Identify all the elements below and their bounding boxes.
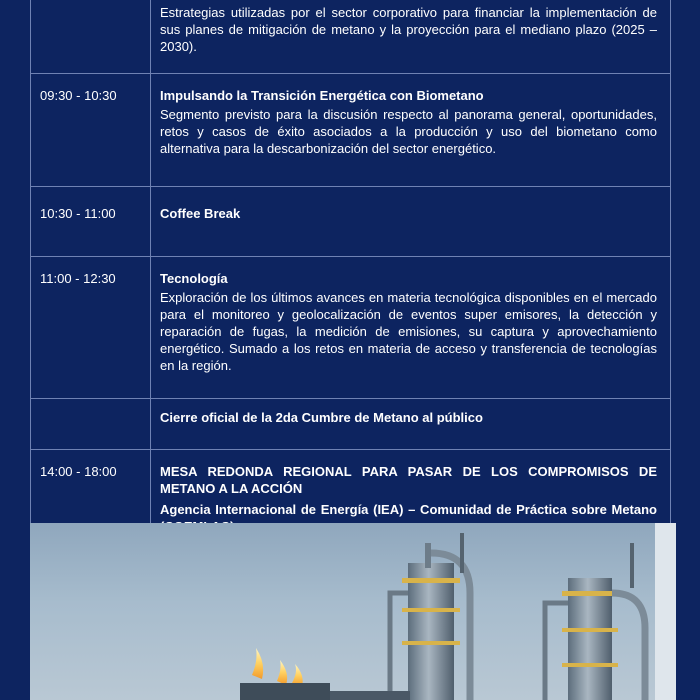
- agenda-description: [151, 257, 671, 399]
- agenda-body: Exploración de los últimos avances en materia tecnológica disponibles en el mercado para el monitoreo y geolocalización de eventos super emisores, la detección y reparación de fugas, la medición de emisiones, su captura y aprovechamiento energético. Sumado a los retos en materia de acceso y transferencia de tecnologías en la región.: [160, 290, 657, 373]
- agenda-row: [31, 399, 671, 450]
- agenda-time-empty: [31, 399, 151, 450]
- agenda-time: 09:30 - 10:30: [31, 74, 151, 187]
- agenda-body: Segmento previsto para la discusión respecto al panorama general, oportunidades, retos y casos de éxito asociados a la producción y uso del biometano como alternativa para la descarbonización del sector energético.: [160, 107, 657, 156]
- agenda-closing-title: Cierre oficial de la 2da Cumbre de Metano al público: [160, 410, 483, 425]
- agenda-description: [151, 0, 671, 74]
- refinery-photo: [30, 523, 676, 700]
- agenda-description: [151, 399, 671, 450]
- agenda-subtitle: Agencia Internacional de Energía (IEA) – Comunidad de Práctica sobre Metano: [160, 502, 657, 517]
- agenda-time: 14:00 - 18:00: [31, 450, 151, 576]
- agenda-title: Tecnología: [160, 271, 228, 286]
- agenda-row: [31, 74, 671, 187]
- agenda-table: [30, 0, 671, 576]
- agenda-row: [31, 0, 671, 74]
- agenda-time: 10:30 - 11:00: [31, 187, 151, 257]
- agenda-title: Coffee Break: [160, 206, 241, 221]
- agenda-title: MESA REDONDA REGIONAL PARA PASAR DE LOS COMPROMISOS DE METANO A LA ACCIÓN: [160, 464, 657, 496]
- agenda-body: Estrategias utilizadas por el sector corporativo para financiar la implementación de sus planes de mitigación de metano y la proyección para el mediano plazo (2025 – 2030).: [160, 5, 657, 54]
- agenda-description: [151, 74, 671, 187]
- agenda-row: [31, 257, 671, 399]
- agenda-title: Impulsando la Transición Energética con Biometano: [160, 88, 484, 103]
- refinery-illustration: [30, 523, 676, 700]
- agenda-row: [31, 187, 671, 257]
- agenda-time: 11:00 - 12:30: [31, 257, 151, 399]
- agenda-time: [31, 0, 151, 74]
- agenda-description: [151, 187, 671, 257]
